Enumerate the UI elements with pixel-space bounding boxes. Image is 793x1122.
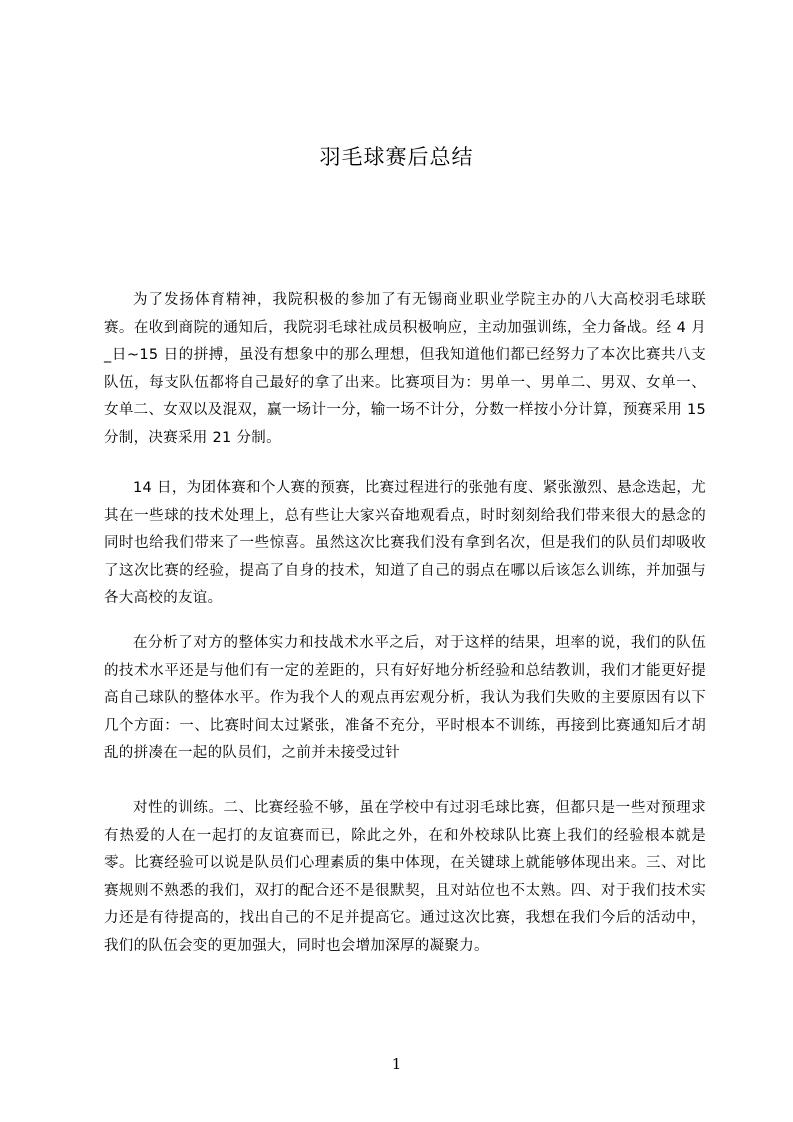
paragraph-conclusion: 对性的训练。二、比赛经验不够，虽在学校中有过羽毛球比赛，但都只是一些对预理求有热爱的人在一起打的友谊赛而已，除此之外，在和外校球队比赛上我们的经验根本就是零。比赛经验可以说是队员们心理素质的集中体现，在关键球上就能够体现出来。三、对比赛规则不熟悉的我们，双打的配合还不是很默契，且对站位也不太熟。四、对于我们技术实力还是有待提高的，找出自己的不足并提高它。通过这次比赛，我想在我们今后的活动中，我们的队伍会变的更加强大，同时也会增加深厚的凝聚力。 bbox=[104, 800, 706, 954]
paragraph-intro: 为了发扬体育精神，我院积极的参加了有无锡商业职业学院主办的八大高校羽毛球联赛。在收到商院的通知后，我院羽毛球社成员积极响应，主动加强训练，全力备战。经 4 月_日~15 日的拼搏，虽没有想象中的那么理想，但我知道他们都已经努力了本次比赛共八支队伍，每支队伍都将自己最好的拿了出来。比赛项目为：男单一、男单二、男双、女单一、女单二、女双以及混双，赢一场计一分，输一场不计分，分数一样按小分计算，预赛采用 15 分制，决赛采用 21 分制。 bbox=[104, 292, 706, 446]
paragraph-analysis: 在分析了对方的整体实力和技战术水平之后，对于这样的结果，坦率的说，我们的队伍的技术水平还是与他们有一定的差距的，只有好好地分析经验和总结教训，我们才能更好提高自己球队的整体水平。作为我个人的观点再宏观分析，我认为我们失败的主要原因有以下几个方面：一、比赛时间太过紧张，准备不充分，平时根本不训练，再接到比赛通知后才胡乱的拼凑在一起的队员们，之前并未接受过针 bbox=[104, 635, 706, 761]
document-title: 羽毛球赛后总结 bbox=[319, 145, 474, 169]
paragraph-competition: 14 日，为团体赛和个人赛的预赛，比赛过程进行的张弛有度、紧张激烈、悬念迭起，尤其在一些球的技术处理上，总有些让大家兴奋地观看点，时时刻刻给我们带来很大的悬念的同时也给我们带来了一些惊喜。虽然这次比赛我们没有拿到名次，但是我们的队员们却吸收了这次比赛的经验，提高了自身的技术，知道了自己的弱点在哪以后该怎么训练，并加强与各大高校的友谊。 bbox=[104, 480, 706, 606]
page-number: 1 bbox=[391, 1055, 402, 1073]
